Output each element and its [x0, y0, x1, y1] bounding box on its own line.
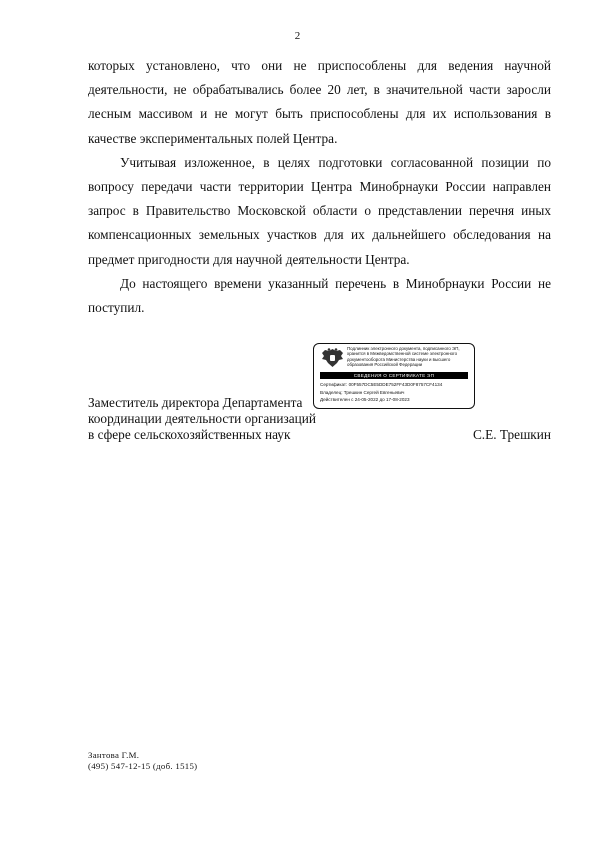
stamp-certificate-info: [320, 381, 470, 404]
page-number: 2: [294, 30, 301, 42]
certificate-validity: Действителен с 24-05-2022 до 17-08-2023: [320, 397, 410, 403]
certificate-owner: Владелец: Трешкин Сергей Евгеньевич: [320, 389, 405, 395]
signer-position-line-3: в сфере сельскохозяйственных наук: [88, 427, 291, 442]
electronic-signature-stamp: [313, 343, 475, 409]
executor-phone: (495) 547-12-15 (доб. 1515): [88, 761, 198, 771]
signer-position-line-1: Заместитель директора Департамента: [88, 395, 303, 410]
signer-name: С.Е. Трешкин: [472, 427, 551, 442]
letter-body: [88, 54, 551, 320]
executor-info: [88, 750, 197, 772]
paragraph-3: До настоящего времени указанный перечень в Минобрнауки России не поступил.: [88, 275, 551, 316]
paragraph-2: Учитывая изложенное, в целях подготовки согласованной позиции по вопросу передачи части территории Центра Минобрнауки России направлен запрос в Правительство Московской области о представлении перечня иных компенсационных земельных участков для их дальнейшего обследования на предмет пригодности для научной деятельности Центра.: [88, 154, 551, 267]
certificate-number: Сертификат: 00F557DC5E5DDE752FF43D0F8757CF4134: [320, 382, 443, 387]
executor-name: Зантова Г.М.: [88, 750, 140, 760]
stamp-header-text: Подлинник электронного документа, подписанного ЭП, хранится в Межведомственной системе электронного документооборота Министерства науки и высшего образования Российской Федерации: [347, 346, 460, 367]
signer-position-line-2: координации деятельности организаций: [88, 411, 316, 426]
stamp-title-bar: СВЕДЕНИЯ О СЕРТИФИКАТЕ ЭП: [320, 372, 468, 379]
paragraph-1: которых установлено, что они не приспособлены для ведения научной деятельности, не обрабатывались более 20 лет, в значительной части заросли лесным массивом и не могут быть приспособлены для их использования в качестве экспериментальных полей Центра.: [88, 58, 551, 146]
coat-of-arms-icon: [320, 347, 345, 369]
